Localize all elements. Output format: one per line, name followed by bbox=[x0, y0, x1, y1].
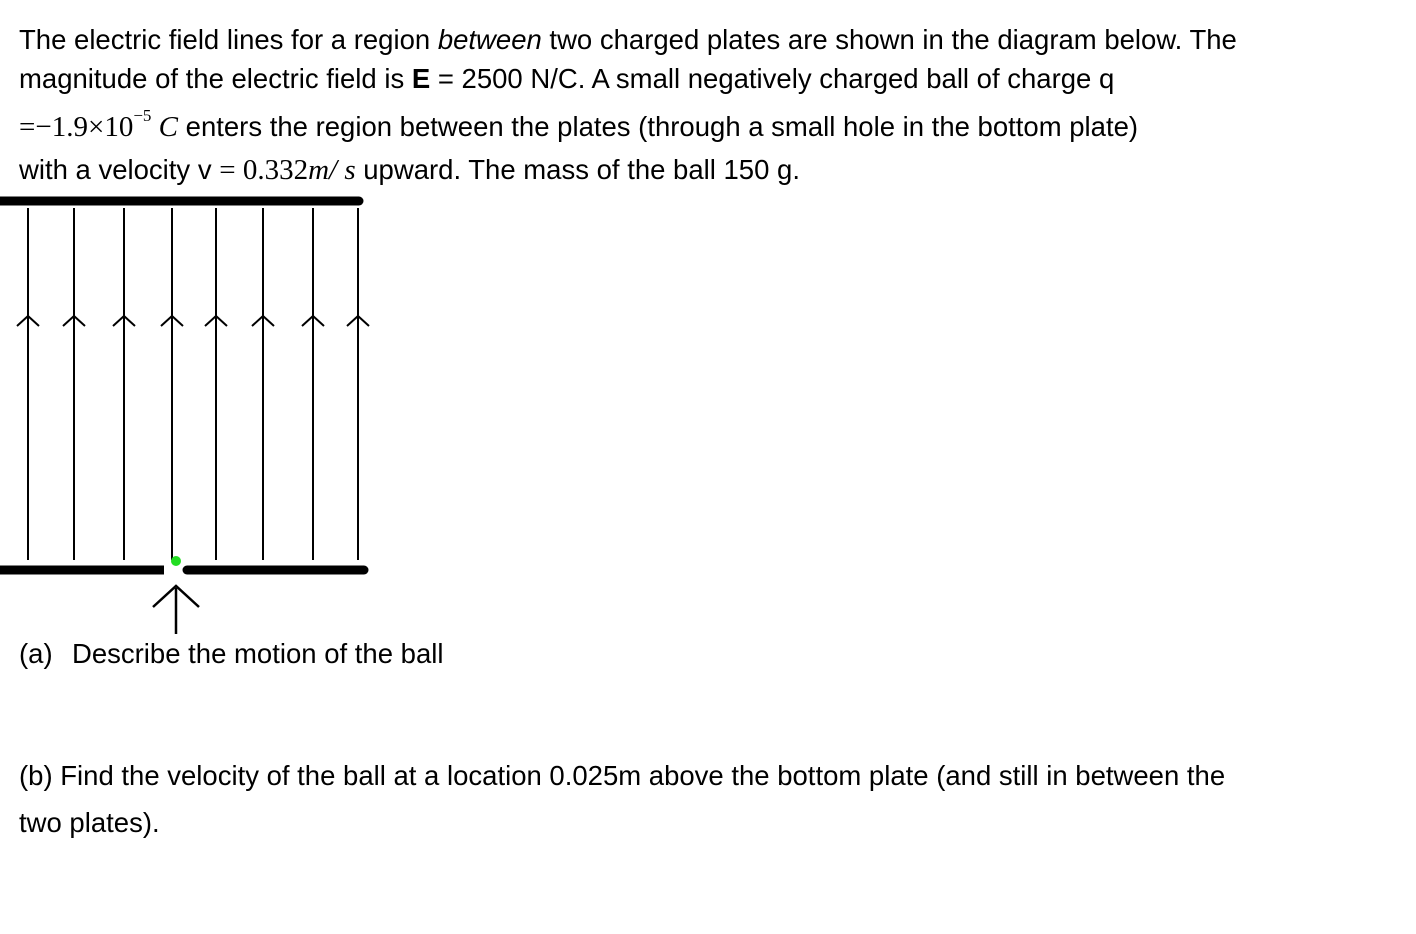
field-line-8 bbox=[347, 208, 369, 560]
field-line-6 bbox=[252, 208, 274, 560]
problem-line-3: $=-1.9\times 10^{-5}$ C enters the region between the plates (through a small hole in the bottom plate) bbox=[19, 106, 1139, 143]
question-a bbox=[19, 637, 443, 671]
field-symbol-E: E bbox=[411, 63, 431, 94]
field-line-2 bbox=[63, 208, 85, 560]
field-line-3 bbox=[113, 208, 135, 560]
question-b-line-2: two plates). bbox=[19, 807, 160, 838]
field-line-7 bbox=[302, 208, 324, 560]
field-line-5 bbox=[205, 208, 227, 560]
question-b-line-1: (b) Find the velocity of the ball at a location 0.025m above the bottom plate (and still in between the bbox=[19, 760, 1226, 791]
charged-ball bbox=[171, 556, 181, 566]
charged-plates-diagram bbox=[0, 190, 380, 640]
question-a-label: (a) bbox=[19, 638, 53, 669]
problem-line-1: The electric field lines for a region between two charged plates are shown in the diagram below. The bbox=[19, 24, 1237, 55]
problem-line-2: magnitude of the electric field is E = 2500 N/C. A small negatively charged ball of charge q bbox=[19, 63, 1115, 94]
field-lines bbox=[17, 208, 369, 560]
charge-value: =−1.9×10 bbox=[19, 111, 134, 143]
field-line-1 bbox=[17, 208, 39, 560]
charge-exponent: −5 bbox=[133, 106, 152, 125]
emphasis-between: between bbox=[437, 24, 542, 55]
question-a-text: Describe the motion of the ball bbox=[72, 638, 444, 669]
field-line-4 bbox=[161, 208, 183, 560]
velocity-unit: m/ s bbox=[308, 154, 356, 186]
velocity-arrow-icon bbox=[153, 586, 199, 634]
velocity-value: = 0.332 bbox=[219, 154, 309, 186]
problem-line-4: with a velocity v = 0.332m/ s upward. The mass of the ball 150 g. bbox=[19, 154, 800, 186]
charge-unit: C bbox=[158, 111, 179, 143]
